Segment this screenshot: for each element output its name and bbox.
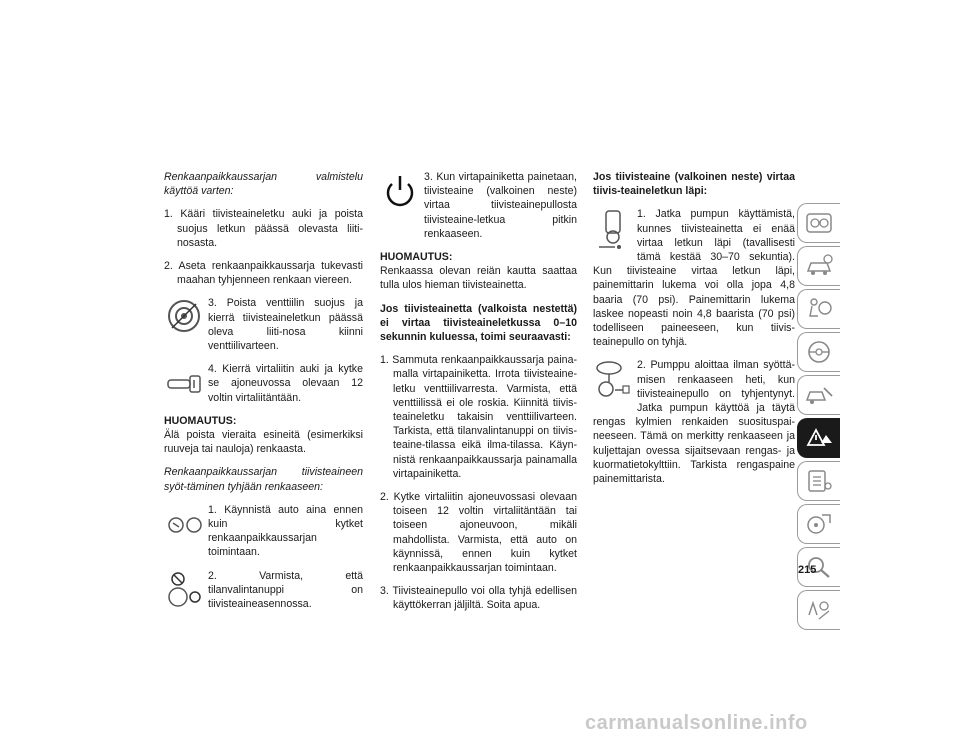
step-b1: 1. Käynnistä auto aina ennen kuin kytket renkaanpaikkaussarjan toimintaan. [208, 503, 363, 559]
section-heading-no-flow: Jos tiivisteainetta (valkoista nestettä) ei virtaa tiivisteaineletkussa 0–10 sekunnin kuluessa, toimi seuraavasti: [380, 302, 577, 344]
note-text-2: Renkaassa olevan reiän kautta saattaa tulla ulos hieman tiivisteainetta. [380, 265, 577, 292]
no-flow-item-1: 1. Sammuta renkaanpaikkaussarja paina-malla virtapainiketta. Irrota tiivisteaine-letku venttiilivarresta. Varmista, että venttiilissä ei ole roskia. Kiinnitä tiivis-teaineletku takaisin venttiilivarteen. Tarkista, että tilanvalintanuppi on tiivis-teaine-tilassa eikä ilma-tilassa. Käyn-nistä renkaanpaikkaussarja painamalla virtapainiketta. [380, 354, 577, 480]
sealant-bottle-icon [593, 207, 633, 251]
airbag-icon [804, 296, 834, 322]
languages-icon [804, 597, 834, 623]
section-heading-prepare: Renkaanpaikkaussarjan valmistelu käyttöä varten: [164, 171, 363, 198]
column-left [164, 170, 363, 620]
step-3-power: 3. Kun virtapainiketta painetaan, tiivisteaine (valkoinen neste) virtaa tiivisteainepullosta tiivisteaine-letkua pitkin renkaaseen. [424, 171, 577, 240]
tab-service[interactable] [797, 375, 840, 415]
steering-wheel-icon [804, 339, 834, 365]
step-1: 1. Kääri tiivisteaineletku auki ja poista suojus letkun päässä olevasta liiti-nosasta. [164, 208, 363, 249]
step-b2: 2. Varmista, että tilanvalintanuppi on tiivisteaineasennossa. [208, 569, 363, 611]
step-2: 2. Aseta renkaanpaikkaussarja tukevasti maahan tyhjenneen renkaan viereen. [164, 260, 363, 287]
checklist-icon [804, 468, 834, 494]
tab-multimedia[interactable] [797, 504, 840, 544]
tab-maintenance[interactable] [797, 461, 840, 501]
watermark: carmanualsonline.info [585, 712, 808, 734]
air-pump-icon [593, 358, 633, 402]
section-heading-flow: Jos tiivisteaine (valkoinen neste) virtaa tiivis-teaineletkun läpi: [593, 171, 795, 198]
no-flow-item-2: 2. Kytke virtaliitin ajoneuvossasi olevaan toiseen 12 voltin virtaliitäntään tai toiseen ajoneuvoon, mikäli mahdollista. Varmista, että auto on käynnissä, ennen kuin kytket renkaanpaikkaussarjan toimintaan. [380, 491, 577, 575]
step-3: 3. Poista venttiilin suojus ja kierrä tiivisteaineletkun päässä oleva liiti-nosa kiinni venttiilivarteen. [208, 297, 363, 353]
flow-item-1-block [593, 207, 795, 349]
section-heading-inject: Renkaanpaikkaussarjan tiivisteaineen syöt-täminen tyhjään renkaaseen: [164, 466, 363, 493]
step-3-power-row [380, 170, 577, 241]
service-car-icon [804, 382, 834, 408]
tab-safety[interactable] [797, 289, 840, 329]
column-middle [380, 170, 577, 622]
note-label: HUOMAUTUS: [164, 414, 237, 427]
tab-emergency[interactable] [797, 418, 840, 458]
note-block [164, 414, 363, 457]
ignition-key-icon [164, 503, 204, 543]
step-3-row [164, 296, 363, 353]
car-info-icon [804, 253, 834, 279]
page-number: 215 [798, 564, 817, 576]
no-flow-item-3: 3. Tiivisteainepullo voi olla tyhjä edellisen käyttökerran jäljiltä. Soita apua. [380, 585, 577, 612]
step-b1-row [164, 503, 363, 560]
flow-item-2: 2. Pumppu aloittaa ilman syöttä-misen renkaaseen heti, kun tiivisteainepullo on tyhjentynyt. Jatka pumpun käyttöä ja täytä rengas kylmien renkaiden suosituspai-neeseen. Tämä on merkitty renkaaseen ja kuljettajan ovessa sijaitsevaan rengas- ja kuormatietokylttiin. Tarkista rengaspaine painemittarista. [593, 359, 795, 486]
power-button-icon [380, 170, 420, 210]
step-b2-row [164, 569, 363, 612]
valve-stem-icon [164, 296, 204, 336]
step-4-row [164, 362, 363, 405]
tab-dashboard[interactable] [797, 203, 840, 243]
tab-languages[interactable] [797, 590, 840, 630]
tab-driving[interactable] [797, 332, 840, 372]
flow-item-2-block [593, 358, 795, 486]
column-right [593, 170, 795, 486]
note-block-2 [380, 250, 577, 293]
note-label-2: HUOMAUTUS: [380, 251, 453, 264]
step-4: 4. Kierrä virtaliitin auki ja kytke se ajoneuvossa olevaan 12 voltin virtaliitäntään. [208, 363, 363, 404]
note-text: Älä poista vieraita esineitä (esimerkiksi ruuveja tai nauloja) renkaasta. [164, 429, 363, 456]
multimedia-icon [804, 511, 834, 537]
mode-select-knob-icon [164, 569, 204, 609]
emergency-triangle-icon [804, 425, 834, 451]
power-plug-icon [164, 362, 204, 402]
tab-car-info[interactable] [797, 246, 840, 286]
dashboard-icon [804, 210, 834, 236]
flow-item-1: 1. Jatka pumpun käyttämistä, kunnes tiivisteainetta ei enää virtaa letkun läpi (tavallisesti tämä kestää 30–70 sekuntia). Kun tiivisteaine virtaa letkun läpi, painemittarin lukema voi olla jopa 4,8 baaria (70 psi). Painemittarin lukema laskee nopeasti noin 4,8 baarista (70 psi) todelliseen paineeseen, kun tiivis-teainepullo on tyhjä. [593, 208, 795, 349]
